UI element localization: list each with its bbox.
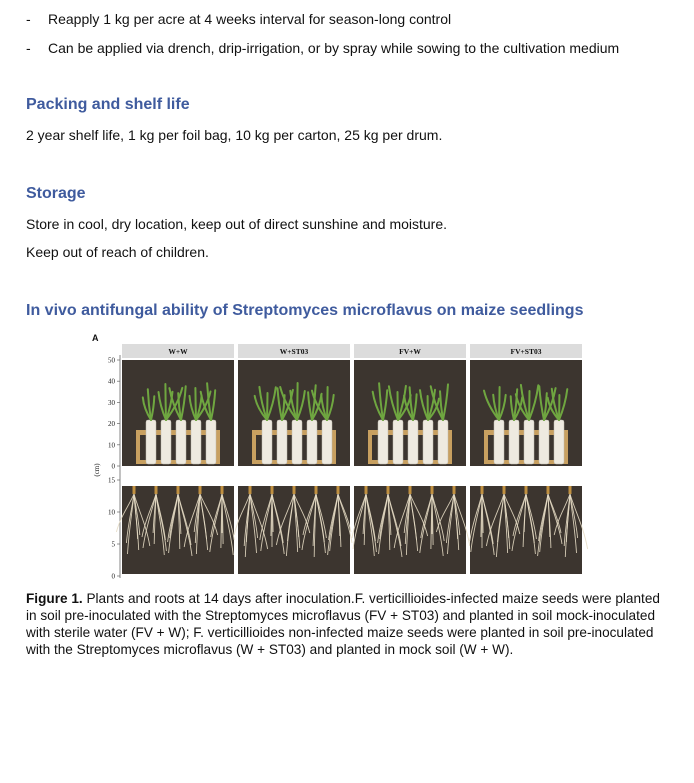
- packing-heading: Packing and shelf life: [26, 96, 190, 113]
- storage-line: Keep out of reach of children.: [26, 244, 209, 260]
- panel-label: A: [92, 333, 99, 343]
- seed-stub: [293, 486, 296, 494]
- test-tube: [277, 420, 287, 464]
- seedling-leaf: [398, 392, 399, 420]
- test-tube: [292, 420, 302, 464]
- root-ticks: [108, 477, 120, 581]
- storage-heading: Storage: [26, 185, 86, 202]
- seedling-leaf: [165, 384, 166, 420]
- seedling-leaf: [195, 388, 196, 420]
- root-tick-label: 10: [108, 508, 115, 517]
- rack-post: [368, 430, 372, 464]
- test-tube: [509, 420, 519, 464]
- seed-stub: [315, 486, 318, 494]
- seed-stub: [387, 486, 390, 494]
- seedling-leaf: [327, 387, 328, 420]
- unit-label: (cm): [93, 463, 101, 477]
- bullet-text: Reapply 1 kg per acre at 4 weeks interval for season-long control: [48, 11, 452, 27]
- rack-post: [448, 430, 452, 464]
- bullet-dash: -: [26, 11, 31, 27]
- packing-text: 2 year shelf life, 1 kg per foil bag, 10 kg per carton, 25 kg per drum.: [26, 127, 443, 143]
- shoot-tick-label: 30: [108, 398, 115, 407]
- seed-stub: [199, 486, 202, 494]
- caption-label: Figure 1.: [26, 591, 83, 606]
- test-tube: [524, 420, 534, 464]
- figure-caption: [26, 590, 666, 658]
- rack-post: [484, 430, 488, 464]
- seedling-leaf: [297, 383, 298, 420]
- shoot-tick-label: 0: [111, 462, 115, 471]
- storage-line: Store in cool, dry location, keep out of direct sunshine and moisture.: [26, 216, 448, 232]
- seed-stub: [155, 486, 158, 494]
- test-tube: [322, 420, 332, 464]
- root-tick-label: 0: [111, 572, 115, 581]
- rack-post: [252, 430, 256, 464]
- test-tube: [393, 420, 403, 464]
- test-tube: [438, 420, 448, 464]
- shoot-ticks: [108, 357, 120, 471]
- test-tube: [161, 420, 171, 464]
- seed-stub: [249, 486, 252, 494]
- seed-stub: [177, 486, 180, 494]
- root-tick-label: 15: [108, 476, 115, 485]
- invivo-heading: In vivo antifungal ability of Streptomyces microflavus on maize seedlings: [26, 302, 584, 319]
- seed-stub: [547, 486, 550, 494]
- rack-post: [136, 430, 140, 464]
- rack-post: [332, 430, 336, 464]
- shoot-tick-label: 10: [108, 441, 115, 450]
- treatment-label: W+W: [168, 347, 188, 356]
- seed-stub: [525, 486, 528, 494]
- test-tube: [146, 420, 156, 464]
- seedling-leaf: [499, 387, 500, 420]
- test-tube: [206, 420, 216, 464]
- seed-stub: [365, 486, 368, 494]
- caption-text: Plants and roots at 14 days after inoculation.F. verticillioides-infected maize seeds were planted in soil pre-inoculated with the Streptomyces microflavus (FV + ST03) and planted in soil mock-inoculated with sterile water (FV + W); F. verticillioides non-infected maize seeds were planted in soil pre-inoculated with the Streptomyces microflavus (W + ST03) and planted in mock soil (W + W).: [26, 591, 660, 657]
- test-tube: [307, 420, 317, 464]
- seed-stub: [133, 486, 136, 494]
- test-tube: [176, 420, 186, 464]
- treatment-label: W+ST03: [279, 347, 309, 356]
- treatment-label: FV+W: [399, 347, 421, 356]
- bullet-text: Can be applied via drench, drip-irrigation, or by spray while sowing to the cultivation medium: [48, 40, 620, 56]
- test-tube: [539, 420, 549, 464]
- bullet-dash: -: [26, 40, 31, 56]
- shoot-tick-label: 50: [108, 356, 115, 365]
- seed-stub: [569, 486, 572, 494]
- test-tube: [408, 420, 418, 464]
- rack-post: [564, 430, 568, 464]
- shoot-tick-label: 20: [108, 420, 115, 429]
- test-tube: [191, 420, 201, 464]
- seed-stub: [503, 486, 506, 494]
- seed-stub: [481, 486, 484, 494]
- seedling-leaf: [267, 393, 268, 420]
- seed-stub: [337, 486, 340, 494]
- rack-post: [216, 430, 220, 464]
- test-tube: [378, 420, 388, 464]
- test-tube: [554, 420, 564, 464]
- test-tube: [494, 420, 504, 464]
- shoot-tick-label: 40: [108, 377, 115, 386]
- test-tube: [262, 420, 272, 464]
- treatment-label: FV+ST03: [510, 347, 542, 356]
- root-tick-label: 5: [111, 540, 115, 549]
- seed-stub: [221, 486, 224, 494]
- test-tube: [423, 420, 433, 464]
- seed-stub: [431, 486, 434, 494]
- seed-stub: [271, 486, 274, 494]
- seed-stub: [453, 486, 456, 494]
- seedling-leaf: [529, 391, 530, 420]
- photo-panels: [116, 344, 587, 574]
- seed-stub: [409, 486, 412, 494]
